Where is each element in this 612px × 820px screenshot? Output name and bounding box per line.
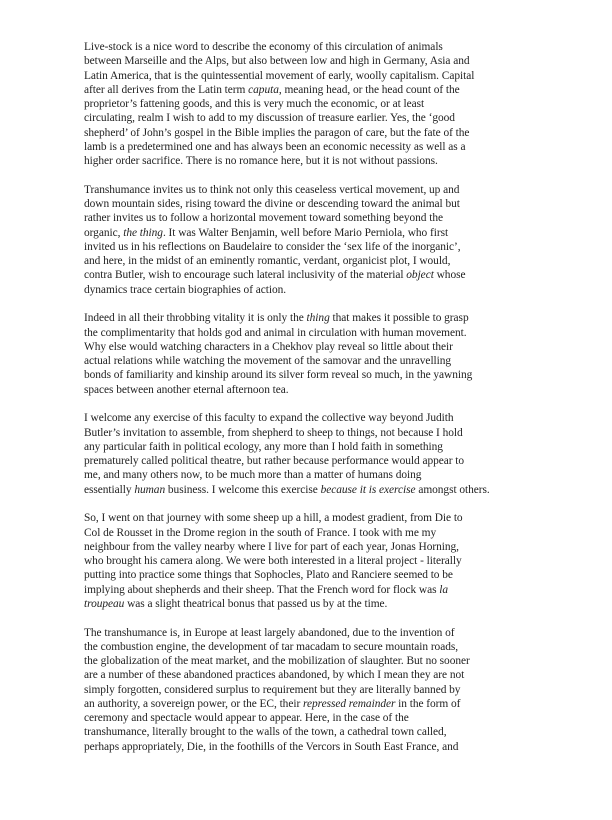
text-run: whose [433, 269, 466, 282]
text-line [84, 554, 546, 568]
text-line [84, 626, 546, 640]
text-line [84, 426, 546, 440]
text-run: that makes it possible to grasp [329, 312, 469, 325]
text-line [84, 197, 546, 211]
text-run: circulating, realm I wish to add to my discussion of treasure earlier. Yes, the ‘good [84, 112, 455, 125]
text-line [84, 411, 546, 425]
text-line [84, 683, 546, 697]
text-line [84, 440, 546, 454]
italic-text: caputa [248, 83, 279, 96]
text-run: organic, [84, 226, 124, 239]
italic-text: troupeau [84, 597, 125, 610]
text-line [84, 254, 546, 268]
text-run: So, I went on that journey with some sheep up a hill, a modest gradient, from Die to [84, 512, 463, 525]
text-line [84, 326, 546, 340]
paragraph [84, 183, 546, 297]
text-line [84, 40, 546, 54]
text-run: invited us in his reflections on Baudelaire to consider the ‘sex life of the inorganic’, [84, 240, 461, 253]
text-run: between Marseille and the Alps, but also between low and high in Germany, Asia and [84, 55, 470, 68]
body-text [84, 40, 546, 754]
text-run: Why else would watching characters in a Chekhov play reveal so little about their [84, 340, 453, 353]
text-run: simply forgotten, considered surplus to requirement but they are literally banned by [84, 683, 461, 696]
text-line [84, 740, 546, 754]
text-run: shepherd’ of John’s gospel in the Bible implies the paragon of care, but the fate of the [84, 126, 470, 139]
text-run: any particular faith in political ecology, any more than I hold faith in something [84, 440, 443, 453]
text-line [84, 526, 546, 540]
text-line [84, 568, 546, 582]
text-run: business. I welcome this exercise [165, 483, 321, 496]
text-run: perhaps appropriately, Die, in the foothills of the Vercors in South East France, and [84, 740, 459, 753]
paragraph [84, 626, 546, 754]
text-run: transhumance, literally brought to the walls of the town, a cathedral town called, [84, 726, 447, 739]
text-run: Transhumance invites us to think not only this ceaseless vertical movement, up and [84, 183, 460, 196]
text-line [84, 97, 546, 111]
text-line [84, 111, 546, 125]
text-run: putting into practice some things that Sophocles, Plato and Ranciere seemed to be [84, 569, 453, 582]
text-line [84, 54, 546, 68]
text-run: the complimentarity that holds god and animal in circulation with human movement. [84, 326, 467, 339]
text-run: The transhumance is, in Europe at least largely abandoned, due to the invention of [84, 626, 455, 639]
text-line [84, 240, 546, 254]
text-run: an authority, a sovereign power, or the EC, their [84, 697, 303, 710]
text-run: . It was Walter Benjamin, well before Mario Perniola, who first [162, 226, 449, 239]
italic-text: object [406, 269, 434, 282]
paragraph [84, 411, 546, 497]
italic-text: because it is exercise [320, 483, 416, 496]
text-run: dynamics trace certain biographies of action. [84, 283, 287, 296]
text-run: essentially [84, 483, 135, 496]
text-line [84, 83, 546, 97]
text-run: , meaning head, or the head count of the [278, 83, 460, 96]
text-line [84, 268, 546, 282]
text-run: implying about shepherds and their sheep. That the French word for flock was [84, 583, 440, 596]
paragraph [84, 511, 546, 611]
text-run: amongst others. [415, 483, 490, 496]
text-line [84, 640, 546, 654]
text-run: higher order sacrifice. There is no romance here, but it is not without passions. [84, 155, 438, 167]
text-line [84, 668, 546, 682]
text-line [84, 468, 546, 482]
italic-text: the thing [123, 226, 163, 239]
text-line [84, 140, 546, 154]
text-run: spaces between another eternal afternoon tea. [84, 383, 289, 396]
text-run: in the form of [395, 697, 461, 710]
text-run: I welcome any exercise of this faculty to expand the collective way beyond Judith [84, 412, 454, 425]
text-line [84, 697, 546, 711]
text-run: rather invites us to follow a horizontal movement toward something beyond the [84, 212, 443, 225]
text-run: Latin America, that is the quintessential movement of early, woolly capitalism. Capital [84, 69, 475, 82]
text-run: was a slight theatrical bonus that passed us by at the time. [124, 597, 388, 610]
text-run: are a number of these abandoned practices abandoned, by which I mean they are not [84, 669, 465, 682]
text-run: and here, in the midst of an eminently romantic, verdant, organicist plot, I would, [84, 255, 451, 267]
text-run: Butler’s invitation to assemble, from shepherd to sheep to things, not because I hold [84, 426, 463, 439]
text-line [84, 511, 546, 525]
text-run: Indeed in all their throbbing vitality it is only the [84, 312, 307, 325]
text-run: after all derives from the Latin term [84, 83, 249, 96]
text-run: bonds of familiarity and kinship around its silver form reveal so much, in the yawning [84, 369, 473, 382]
text-line [84, 383, 546, 397]
text-run: who brought his camera along. We were both interested in a literal project - literally [84, 555, 462, 567]
text-run: down mountain sides, rising toward the divine or descending toward the animal but [84, 198, 460, 210]
text-run: the combustion engine, the development of tar macadam to secure mountain roads, [84, 640, 459, 653]
text-run: ceremony and spectacle would appear to appear. Here, in the case of the [84, 712, 409, 724]
text-line [84, 654, 546, 668]
text-line [84, 211, 546, 225]
text-line [84, 483, 546, 497]
paragraph [84, 311, 546, 397]
text-line [84, 154, 546, 168]
text-line [84, 583, 546, 597]
text-run: me, and many others now, to be much more than a matter of humans doing [84, 469, 422, 482]
text-line [84, 283, 546, 297]
text-run: actual relations while watching the movement of the samovar and the unravelling [84, 355, 452, 367]
text-run: Live-stock is a nice word to describe the economy of this circulation of animals [84, 41, 443, 53]
text-line [84, 183, 546, 197]
text-line [84, 454, 546, 468]
text-run: Col de Rousset in the Drome region in the south of France. I took with me my [84, 526, 437, 539]
text-run: neighbour from the valley nearby where I live for part of each year, Jonas Horning, [84, 540, 459, 553]
text-run: lamb is a predetermined one and has always been an economic necessity as well as a [84, 140, 466, 153]
paragraph [84, 40, 546, 168]
text-run: proprietor’s fattening goods, and this is very much the economic, or at least [84, 98, 425, 110]
text-line [84, 711, 546, 725]
text-run: the globalization of the meat market, and the mobilization of slaughter. But no sooner [84, 655, 470, 667]
text-line [84, 311, 546, 325]
text-line [84, 340, 546, 354]
text-run: contra Butler, wish to encourage such lateral inclusivity of the material [84, 269, 407, 282]
italic-text: thing [306, 312, 330, 325]
italic-text: la [439, 583, 449, 596]
italic-text: human [134, 483, 166, 496]
text-run: prematurely called political theatre, but rather because performance would appear to [84, 455, 465, 467]
text-line [84, 354, 546, 368]
text-line [84, 540, 546, 554]
italic-text: repressed remainder [303, 697, 396, 710]
text-line [84, 368, 546, 382]
text-line [84, 725, 546, 739]
text-line [84, 226, 546, 240]
text-line [84, 126, 546, 140]
text-line [84, 69, 546, 83]
text-line [84, 597, 546, 611]
